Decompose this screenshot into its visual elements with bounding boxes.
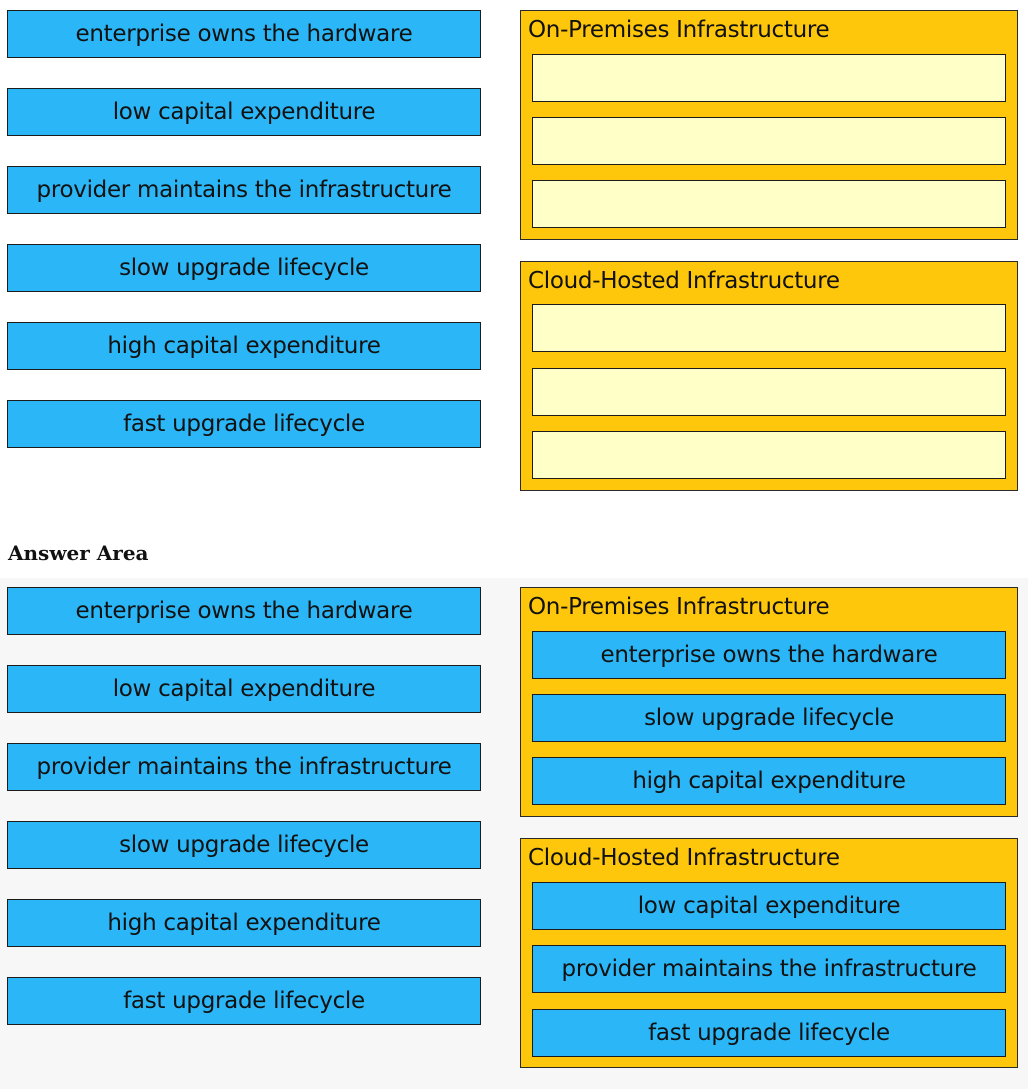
filled-drop-slot[interactable]: low capital expenditure [532, 882, 1006, 930]
source-item-high-capex[interactable]: high capital expenditure [7, 322, 481, 370]
empty-drop-slot[interactable] [532, 431, 1006, 479]
source-item-fast-upgrade[interactable]: fast upgrade lifecycle [7, 400, 481, 448]
answer-source-item-provider-maintains[interactable]: provider maintains the infrastructure [7, 743, 481, 791]
cloud-hosted-drop-zone [520, 261, 1018, 491]
filled-drop-slot[interactable]: high capital expenditure [532, 757, 1006, 805]
empty-drop-slot[interactable] [532, 368, 1006, 416]
source-item-low-capex[interactable]: low capital expenditure [7, 88, 481, 136]
source-item-provider-maintains[interactable]: provider maintains the infrastructure [7, 166, 481, 214]
answer-cloud-hosted-zone [520, 838, 1018, 1068]
filled-drop-slot[interactable]: provider maintains the infrastructure [532, 945, 1006, 993]
source-item-enterprise-owns[interactable]: enterprise owns the hardware [7, 10, 481, 58]
zone-title: On-Premises Infrastructure [528, 594, 830, 620]
filled-drop-slot[interactable]: enterprise owns the hardware [532, 631, 1006, 679]
empty-drop-slot[interactable] [532, 117, 1006, 165]
answer-area-heading: Answer Area [8, 541, 149, 565]
filled-drop-slot[interactable]: fast upgrade lifecycle [532, 1009, 1006, 1057]
empty-drop-slot[interactable] [532, 180, 1006, 228]
zone-title: Cloud-Hosted Infrastructure [528, 268, 840, 294]
zone-title: On-Premises Infrastructure [528, 17, 830, 43]
answer-source-item-low-capex[interactable]: low capital expenditure [7, 665, 481, 713]
answer-on-premises-zone [520, 587, 1018, 817]
answer-source-item-slow-upgrade[interactable]: slow upgrade lifecycle [7, 821, 481, 869]
source-item-slow-upgrade[interactable]: slow upgrade lifecycle [7, 244, 481, 292]
zone-title: Cloud-Hosted Infrastructure [528, 845, 840, 871]
answer-source-item-enterprise-owns[interactable]: enterprise owns the hardware [7, 587, 481, 635]
answer-source-item-high-capex[interactable]: high capital expenditure [7, 899, 481, 947]
empty-drop-slot[interactable] [532, 54, 1006, 102]
answer-source-item-fast-upgrade[interactable]: fast upgrade lifecycle [7, 977, 481, 1025]
filled-drop-slot[interactable]: slow upgrade lifecycle [532, 694, 1006, 742]
empty-drop-slot[interactable] [532, 304, 1006, 352]
on-premises-drop-zone [520, 10, 1018, 240]
